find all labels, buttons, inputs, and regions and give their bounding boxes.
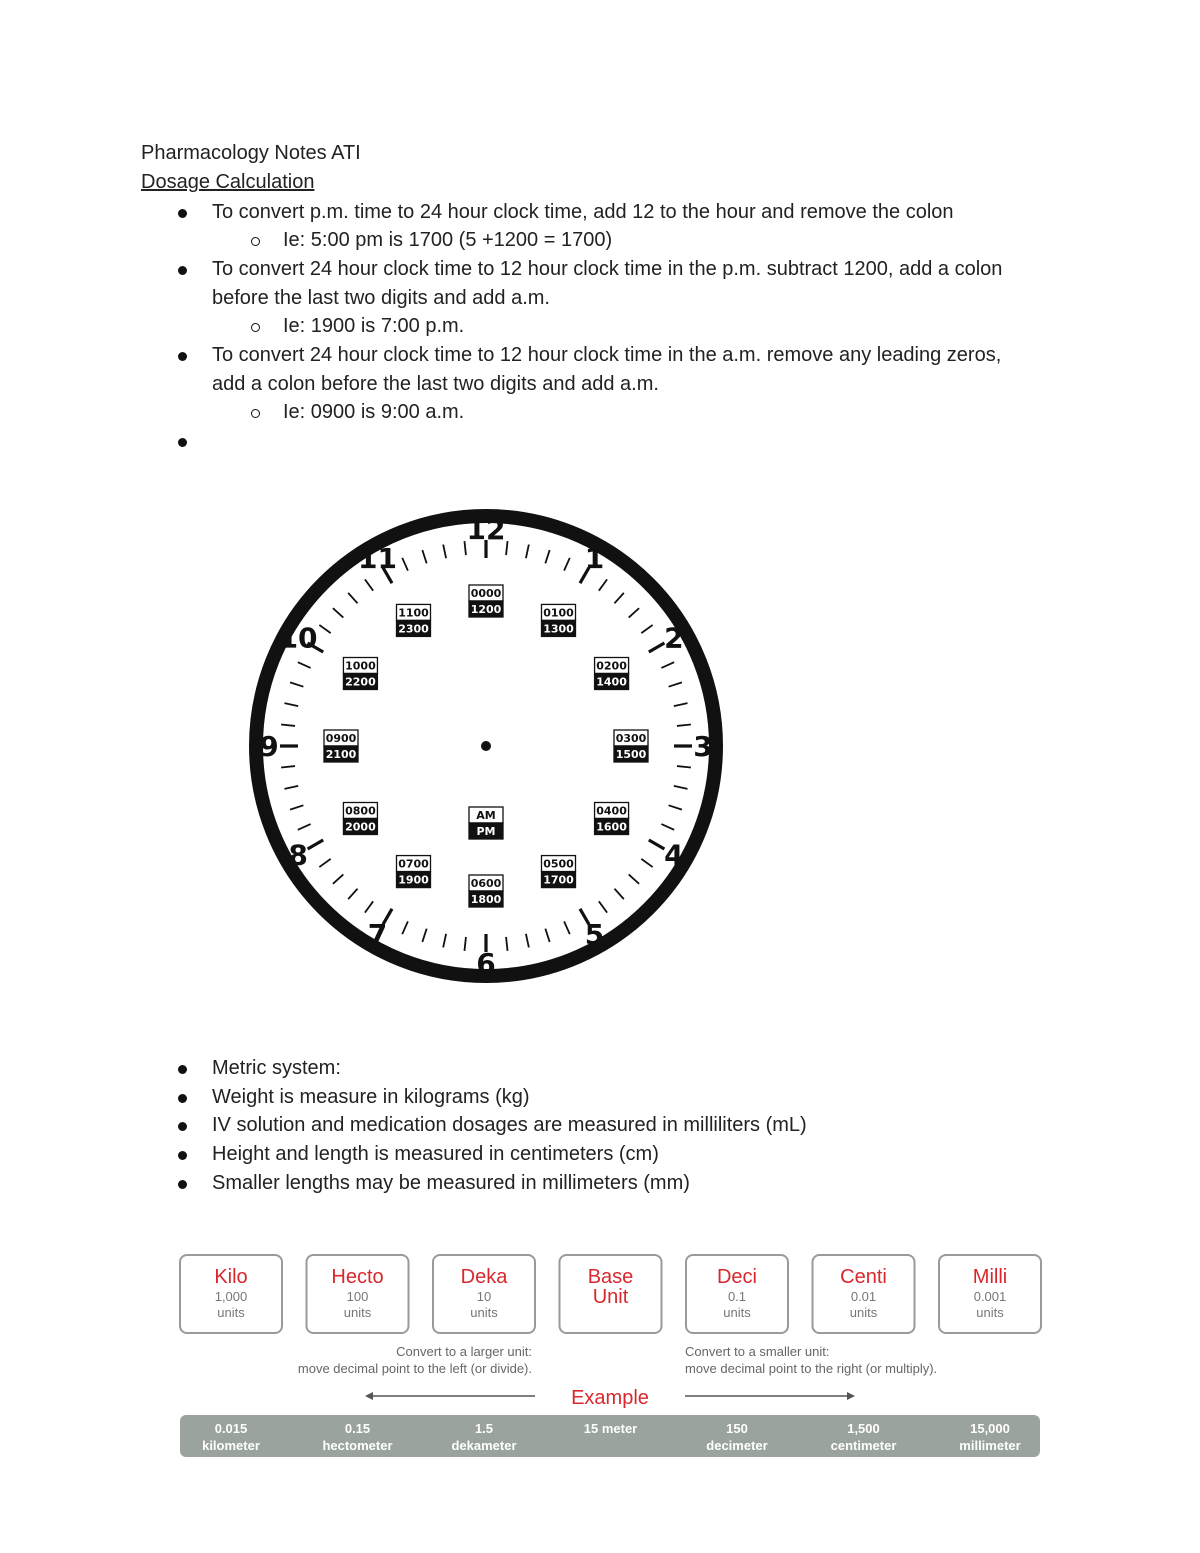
bullet-icon bbox=[178, 352, 187, 361]
page-title: Pharmacology Notes ATI bbox=[141, 142, 361, 164]
hour-number: 3 bbox=[693, 730, 713, 763]
unit-box bbox=[433, 1255, 535, 1333]
military-time-clock bbox=[240, 500, 732, 992]
circle-bullet-icon bbox=[251, 237, 260, 246]
unit-box bbox=[686, 1255, 788, 1333]
smaller-unit-note-text: move decimal point to the right (or multiply). bbox=[685, 1361, 938, 1376]
list-item bbox=[212, 1083, 1032, 1112]
unit-value: 10 bbox=[476, 1289, 492, 1304]
am-time-label: 0300 bbox=[615, 732, 647, 745]
bullet-icon bbox=[178, 1122, 187, 1131]
center-dot bbox=[481, 741, 491, 751]
example-number: 0.15 bbox=[344, 1421, 371, 1436]
hour-number: 2 bbox=[664, 621, 684, 655]
list-item-text: Height and length is measured in centimeters (cm) bbox=[212, 1143, 659, 1166]
example-number: 1,500 bbox=[847, 1421, 880, 1436]
example-label: Example bbox=[571, 1387, 649, 1409]
larger-unit-note-title: Convert to a larger unit: bbox=[396, 1344, 532, 1359]
unit-name: Centi bbox=[840, 1266, 887, 1288]
example-value bbox=[584, 1421, 637, 1436]
hour-number: 10 bbox=[278, 621, 318, 655]
unit-name: Deka bbox=[460, 1266, 508, 1288]
am-time-label: 0100 bbox=[543, 606, 574, 620]
unit-box bbox=[307, 1255, 409, 1333]
list-item-text: To convert 24 hour clock time to 12 hour clock time in the a.m. remove any leading zeros, add a colon before the last two digits and add a.m. bbox=[212, 344, 1002, 395]
unit-name: Unit bbox=[592, 1286, 629, 1308]
time-label-box bbox=[614, 730, 648, 762]
am-time-label: 0500 bbox=[543, 857, 574, 871]
unit-label: units bbox=[470, 1305, 498, 1320]
pm-time-label: 2000 bbox=[345, 820, 376, 834]
list-item bbox=[212, 341, 1032, 398]
pm-time-label: 2100 bbox=[325, 748, 357, 761]
am-time-label: 0800 bbox=[345, 804, 376, 818]
list-item-text: Weight is measure in kilograms (kg) bbox=[212, 1085, 530, 1108]
left-arrow-icon bbox=[365, 1392, 373, 1400]
example-unit: kilometer bbox=[202, 1438, 260, 1453]
list-item bbox=[212, 1111, 1032, 1140]
section-heading: Dosage Calculation bbox=[141, 171, 315, 193]
hour-number: 8 bbox=[288, 838, 308, 872]
bullet-icon bbox=[178, 209, 187, 218]
example-unit: centimeter bbox=[830, 1438, 897, 1453]
am-time-label: 0400 bbox=[596, 804, 627, 818]
unit-label: units bbox=[217, 1305, 245, 1320]
time-label-box bbox=[343, 803, 377, 835]
unit-name: Deci bbox=[716, 1266, 758, 1288]
pm-time-label: 1400 bbox=[596, 675, 627, 689]
unit-box bbox=[180, 1255, 282, 1333]
example-unit: hectometer bbox=[322, 1438, 393, 1453]
pm-time-label: 1300 bbox=[543, 622, 574, 636]
list-item-text: To convert 24 hour clock time to 12 hour clock time in the p.m. subtract 1200, add a colon before the last two digits and add a.m. bbox=[212, 258, 1003, 309]
list-item-text: IV solution and medication dosages are measured in milliliters (mL) bbox=[212, 1114, 807, 1137]
list-item-text: Smaller lengths may be measured in millimeters (mm) bbox=[212, 1171, 690, 1194]
am-time-label: 1000 bbox=[345, 659, 376, 673]
pm-time-label: 1900 bbox=[398, 873, 429, 887]
time-label-box bbox=[397, 856, 431, 888]
time-label-box bbox=[469, 585, 503, 617]
unit-value: 100 bbox=[346, 1289, 369, 1304]
pm-time-label: 1800 bbox=[470, 893, 502, 906]
example-number: 0.015 bbox=[214, 1421, 248, 1436]
unit-name: Kilo bbox=[214, 1266, 248, 1288]
hour-number: 4 bbox=[664, 838, 684, 872]
list-item-text: To convert p.m. time to 24 hour clock time, add 12 to the hour and remove the colon bbox=[212, 201, 954, 223]
larger-unit-note-text: move decimal point to the left (or divide). bbox=[297, 1361, 532, 1376]
unit-box bbox=[939, 1255, 1041, 1333]
am-time-label: 0000 bbox=[470, 587, 502, 600]
bullet-icon bbox=[178, 1180, 187, 1189]
am-time-label: 0700 bbox=[398, 857, 429, 871]
hour-number: 9 bbox=[259, 730, 279, 763]
hour-number: 7 bbox=[367, 917, 388, 951]
pm-legend-label: PM bbox=[476, 825, 496, 838]
unit-label: units bbox=[343, 1305, 372, 1320]
bullet-icon bbox=[178, 1151, 187, 1160]
unit-name: Hecto bbox=[331, 1266, 384, 1288]
list-item bbox=[212, 1140, 1032, 1169]
example-unit: dekameter bbox=[451, 1438, 517, 1453]
example-number: 15,000 bbox=[970, 1421, 1010, 1436]
pm-time-label: 2300 bbox=[398, 622, 429, 636]
pm-time-label: 1700 bbox=[543, 873, 574, 887]
list-item bbox=[212, 198, 1032, 227]
hour-number: 6 bbox=[476, 947, 496, 980]
unit-value: 0.01 bbox=[850, 1289, 877, 1304]
example-number: 15 meter bbox=[583, 1421, 638, 1436]
circle-bullet-icon bbox=[251, 323, 260, 332]
bullet-icon bbox=[178, 438, 187, 447]
bullet-icon bbox=[178, 1065, 187, 1074]
list-item bbox=[283, 398, 1023, 427]
list-item bbox=[212, 1169, 1032, 1198]
circle-bullet-icon bbox=[251, 409, 260, 418]
unit-label: units bbox=[976, 1305, 1004, 1320]
time-label-box bbox=[542, 604, 576, 636]
hour-number: 1 bbox=[584, 542, 605, 576]
am-time-label: 0900 bbox=[325, 732, 357, 745]
time-label-box bbox=[595, 658, 629, 690]
unit-box bbox=[813, 1255, 915, 1333]
unit-label: units bbox=[849, 1305, 878, 1320]
unit-label: units bbox=[723, 1305, 751, 1320]
example-number: 150 bbox=[726, 1421, 748, 1436]
time-label-box bbox=[397, 604, 431, 636]
pm-time-label: 1600 bbox=[596, 820, 627, 834]
list-item bbox=[283, 312, 1023, 341]
example-unit: millimeter bbox=[959, 1438, 1021, 1453]
list-item-text: Ie: 1900 is 7:00 p.m. bbox=[283, 315, 465, 337]
hour-number: 11 bbox=[358, 542, 397, 576]
smaller-unit-note-title: Convert to a smaller unit: bbox=[685, 1344, 830, 1359]
unit-value: 1,000 bbox=[214, 1289, 248, 1304]
time-label-box bbox=[324, 730, 358, 762]
time-label-box bbox=[343, 658, 377, 690]
pm-time-label: 1500 bbox=[615, 748, 647, 761]
am-pm-legend bbox=[469, 807, 503, 839]
hour-number: 5 bbox=[584, 917, 605, 951]
list-item-text: Ie: 0900 is 9:00 a.m. bbox=[283, 401, 465, 423]
pm-time-label: 2200 bbox=[345, 675, 376, 689]
time-label-box bbox=[595, 803, 629, 835]
example-unit: decimeter bbox=[706, 1438, 768, 1453]
unit-name: Milli bbox=[972, 1266, 1008, 1288]
am-legend-label: AM bbox=[476, 809, 496, 822]
unit-box bbox=[560, 1255, 662, 1333]
list-item bbox=[283, 226, 1023, 255]
am-time-label: 0200 bbox=[596, 659, 627, 673]
time-label-box bbox=[542, 856, 576, 888]
am-time-label: 0600 bbox=[470, 877, 502, 890]
unit-name: Base bbox=[587, 1266, 634, 1288]
unit-value: 0.001 bbox=[973, 1289, 1007, 1304]
bullet-icon bbox=[178, 1094, 187, 1103]
list-item-text: Metric system: bbox=[212, 1057, 341, 1079]
hour-number: 12 bbox=[466, 513, 506, 546]
list-item bbox=[212, 1054, 1032, 1083]
time-label-box bbox=[469, 875, 503, 907]
right-arrow-icon bbox=[847, 1392, 855, 1400]
list-item bbox=[212, 255, 1032, 312]
list-item-text: Ie: 5:00 pm is 1700 (5 +1200 = 1700) bbox=[283, 229, 613, 251]
am-time-label: 1100 bbox=[398, 606, 429, 620]
unit-value: 0.1 bbox=[727, 1289, 747, 1304]
example-number: 1.5 bbox=[474, 1421, 494, 1436]
bullet-icon bbox=[178, 266, 187, 275]
metric-conversion-chart bbox=[170, 1245, 1050, 1463]
pm-time-label: 1200 bbox=[470, 603, 502, 616]
